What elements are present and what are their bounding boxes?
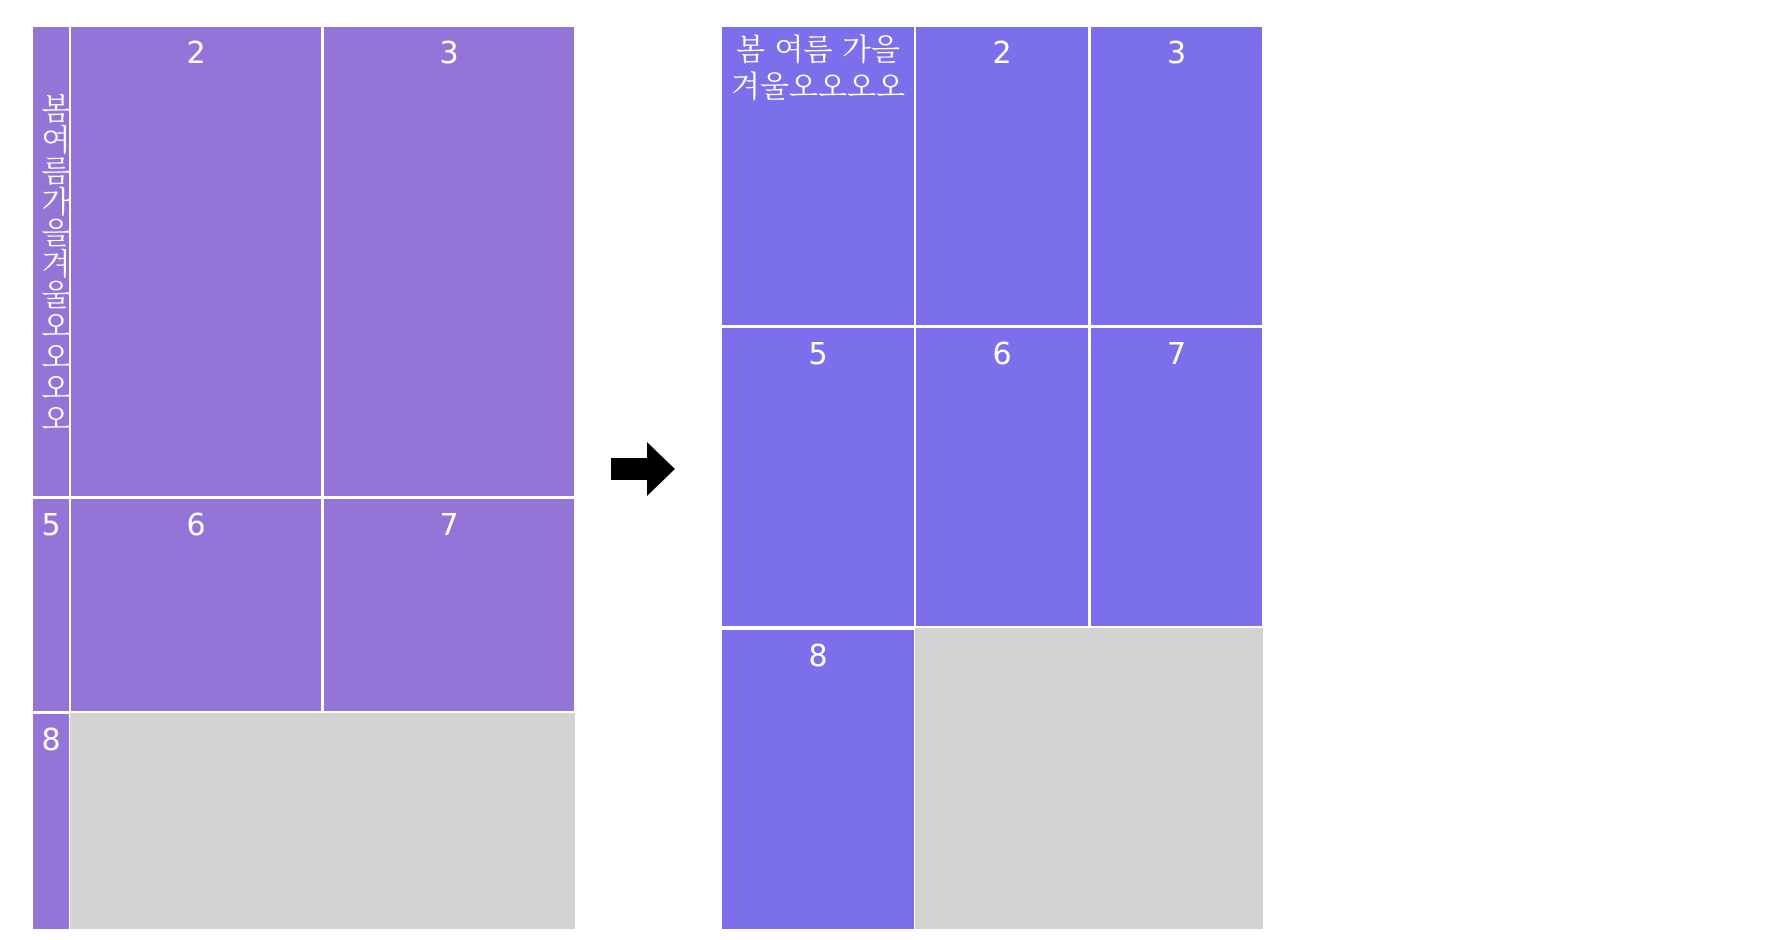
right-arrow-icon	[611, 442, 675, 496]
right-cell-1	[722, 27, 914, 325]
left-cell-8-label: 8	[41, 723, 61, 758]
right-cell-1-label: 봄 여름 가을 겨울오오오오	[731, 33, 905, 105]
right-cell-7	[1091, 328, 1262, 626]
right-cell-5-label: 5	[808, 337, 828, 372]
left-cell-2	[71, 27, 321, 496]
left-cell-7	[324, 499, 574, 711]
left-cell-8	[33, 714, 69, 929]
right-empty-area	[915, 628, 1263, 929]
left-cell-6-label: 6	[186, 508, 206, 543]
left-cell-1-label: 봄여름가을겨울오오오오	[35, 93, 70, 434]
left-cell-7-label: 7	[439, 508, 459, 543]
right-cell-7-label: 7	[1166, 337, 1187, 372]
right-cell-3-label: 3	[1166, 36, 1187, 71]
left-empty-area	[70, 713, 575, 929]
right-arrow-shape	[611, 442, 675, 496]
right-cell-2	[916, 27, 1088, 325]
left-cell-5-label: 5	[41, 508, 61, 543]
left-cell-6	[71, 499, 321, 711]
left-cell-2-label: 2	[186, 36, 206, 71]
left-cell-1	[33, 27, 69, 496]
right-cell-3	[1091, 27, 1262, 325]
right-cell-8-label: 8	[808, 639, 828, 674]
left-grid	[33, 27, 574, 929]
right-grid	[722, 27, 1262, 929]
right-cell-5	[722, 328, 914, 626]
left-cell-5	[33, 499, 69, 711]
right-cell-6-label: 6	[992, 337, 1012, 372]
left-cell-3-label: 3	[439, 36, 459, 71]
right-cell-6	[916, 328, 1088, 626]
right-cell-2-label: 2	[992, 36, 1012, 71]
left-cell-3	[324, 27, 574, 496]
right-cell-8	[722, 630, 914, 929]
